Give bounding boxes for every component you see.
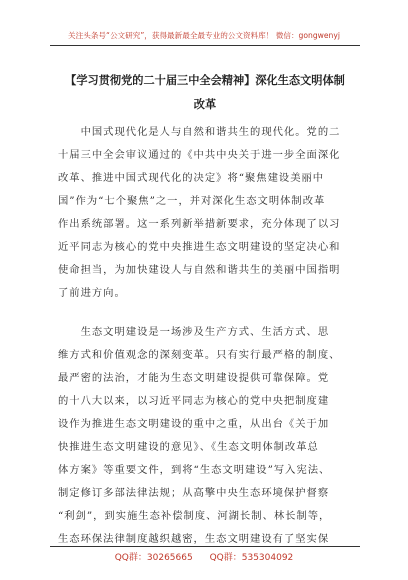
text-line: 中国式现代化是人与自然和谐共生的现代化。党的二: [58, 126, 341, 138]
text-line: 最严密的法治，才能为生态文明建设提供可靠保障。党: [58, 372, 330, 384]
text-line: 近平同志为核心的党中央推进生态文明建设的坚定决心和: [58, 241, 341, 253]
header-divider: [50, 45, 360, 46]
text-line: “利剑”，到实施生态补偿制度、河湖长制、林长制等，: [58, 510, 331, 522]
title-line-2: 改革: [193, 97, 217, 111]
text-line: 快推进生态文明建设的意见》、《生态文明体制改革总: [58, 441, 319, 453]
paragraph-1: [58, 121, 352, 305]
text-line: 十届三中全会审议通过的《中共中央关于进一步全面深化: [58, 149, 341, 161]
text-line: 的十八大以来，以习近平同志为核心的党中央把制度建: [58, 395, 330, 407]
footer-qq-group-1: QQ群：30265665: [114, 553, 193, 563]
document-title: [40, 68, 370, 116]
text-line: 维方式和价值观念的深刻变革。只有实行最严格的制度、: [58, 349, 341, 361]
text-line: 生态环保法律制度越织越密，生态文明建设有了坚实保: [58, 533, 330, 545]
footer: [0, 550, 408, 563]
text-line: 使命担当，为加快建设人与自然和谐共生的美丽中国指明: [58, 264, 341, 276]
text-line: 改革、推进中国式现代化的决定》将“聚焦建设美丽中: [58, 172, 325, 184]
text-line: 国”作为“七个聚焦”之一，并对深化生态文明体制改革: [58, 195, 326, 207]
text-line: 生态文明建设是一场涉及生产方式、生活方式、思: [58, 326, 330, 338]
text-line: 体方案》等重要文件，到将“生态文明建设”写入宪法、: [58, 464, 331, 476]
paragraph-2: [58, 321, 352, 551]
document-body: [58, 121, 352, 567]
header-banner: 关注头条号“公文研究”，获得最新最全最专业的公文资料库！ 微信：gongwenyj: [68, 31, 340, 40]
footer-qq-group-2: QQ群：535304092: [209, 553, 294, 563]
title-line-1: 【学习贯彻党的二十届三中全会精神】深化生态文明体制: [65, 73, 345, 87]
text-line: 设作为推进生态文明建设的重中之重，从出台《关于加: [58, 418, 330, 430]
footer-divider: [50, 546, 360, 547]
text-line: 制定修订多部法律法规；从高擎中央生态环境保护督察: [58, 487, 330, 499]
text-line: 作出系统部署。这一系列新举措新要求，充分体现了以习: [58, 218, 341, 230]
text-line: 了前进方向。: [58, 287, 126, 299]
